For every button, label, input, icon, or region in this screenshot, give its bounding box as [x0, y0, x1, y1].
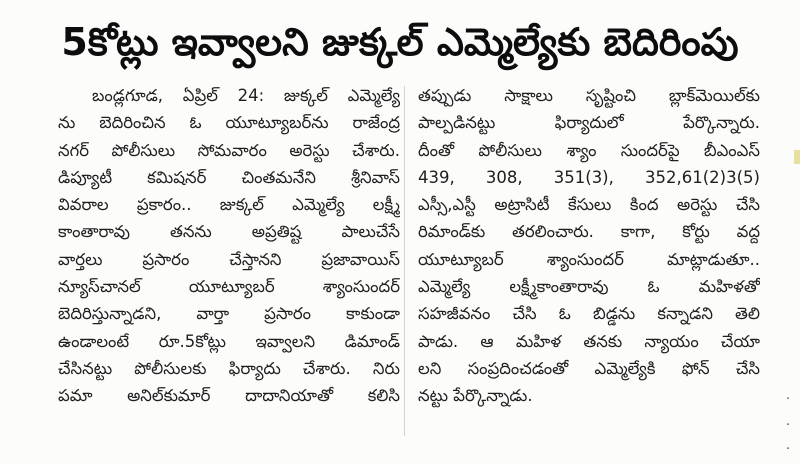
text-line: తప్పుడు సాక్షాలు సృష్టించి బ్లాక్‌మెయిల్‌కు	[418, 86, 760, 105]
text-line: చేసినట్టు పోలీసులకు ఫిర్యాదు చేశారు. నిరు	[58, 358, 400, 378]
edge-text-fragment: ·	[786, 392, 791, 407]
text-line: డిప్యూటీ కమిషనర్ చింతమనేని శ్రీనివాస్	[58, 167, 400, 187]
text-line: న్యూస్‌చానల్ యూట్యూబర్ శ్యాంసుందర్	[58, 277, 400, 297]
text-line: పాల్పడినట్టు ఫిర్యాదులో పేర్కొన్నారు.	[418, 113, 760, 133]
text-line: రిమాండ్‌కు తరలించారు. కాగా, కోర్టు వద్ద	[418, 222, 760, 242]
edge-text-fragment: ·	[786, 418, 791, 433]
article-headline: 5కోట్లు ఇవ్వాలని జుక్కల్ ఎమ్మెల్యేకు బెదిరింపు	[61, 20, 739, 64]
article-column-right	[418, 82, 760, 410]
text-line: సహజీవనం చేసి ఓ బిడ్డను కన్నాడని తెలి	[418, 304, 760, 324]
text-line: దీంతో పోలీసులు శ్యాం సుందర్‌పై బీఎంఎస్	[418, 140, 760, 160]
text-line: కాంతారావు తనను అప్రతిష్ట పాలుచేసే	[58, 222, 400, 242]
text-line: పాడు. ఆ మహిళ తనకు న్యాయం చేయా	[418, 331, 760, 351]
text-line: ను బెదిరించిన ఓ యూట్యూబర్‌ను రాజేంద్ర	[58, 113, 400, 133]
text-line: నట్టు పేర్కొన్నాడు.	[418, 386, 533, 406]
text-line: లని సంప్రదించడంతో ఎమ్మెల్యేకి ఫోన్ చేసి	[418, 358, 760, 378]
edge-highlight-mark	[794, 150, 800, 164]
text-line: వార్తలు ప్రసారం చేస్తానని ప్రజావాయిస్	[58, 249, 400, 269]
text-line: ఎమ్మెల్యే లక్ష్మీకాంతారావు ఓ మహిళతో	[418, 277, 760, 297]
text-line: 439, 308, 351(3), 352,61(2)3(5)	[418, 167, 760, 187]
text-line: ఎస్సీ,ఎస్టీ అట్రాసిటీ కేసులు కింద అరెస్టు చేసి	[418, 195, 760, 215]
column-divider	[404, 86, 405, 436]
text-line: ఉండాలంటే రూ.5కోట్లు ఇవ్వాలని డిమాండ్	[58, 331, 400, 351]
text-line: బండ్లగూడ, ఏప్రిల్ 24: జుక్కల్ ఎమ్మెల్యే	[92, 86, 400, 105]
text-line: వివరాల ప్రకారం.. జుక్కల్ ఎమ్మెల్యే లక్ష్మీ	[58, 195, 400, 215]
article-column-left	[58, 82, 400, 410]
text-line: పమా అనిల్‌కుమార్ దాదానియాతో కలిసి	[58, 386, 400, 406]
text-line: బెదిరిస్తున్నాడని, వార్తా ప్రసారం కాకుండా	[58, 304, 400, 324]
edge-text-fragment: ·	[786, 442, 791, 457]
text-line: యూట్యూబర్ శ్యాంసుందర్ మాట్లాడుతూ..	[418, 249, 760, 269]
text-line: నగర్ పోలీసులు సోమవారం అరెస్టు చేశారు.	[58, 140, 400, 160]
